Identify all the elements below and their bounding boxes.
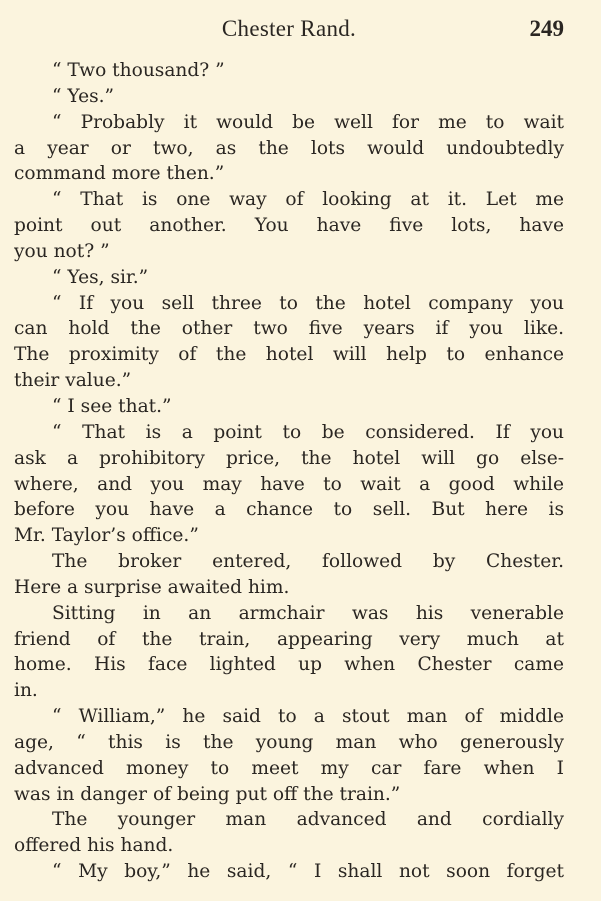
text-line: before you have a chance to sell. But here is	[14, 499, 564, 521]
text-line: “ William,” he said to a stout man of middle	[52, 706, 564, 728]
text-line: home. His face lighted up when Chester came	[14, 654, 564, 676]
text-line: “ Two thousand? ”	[52, 60, 225, 81]
text-line: “ That is one way of looking at it. Let me	[52, 189, 564, 211]
text-line: where, and you may have to wait a good while	[14, 473, 564, 495]
text-line: ask a prohibitory price, the hotel will go else-	[14, 447, 564, 469]
text-line: age, “ this is the young man who generously	[14, 731, 564, 753]
text-line: “ I see that.”	[52, 395, 172, 417]
text-line: friend of the train, appearing very much at	[14, 628, 564, 650]
text-line: offered his hand.	[14, 835, 174, 857]
text-line: a year or two, as the lots would undoubtedly	[14, 137, 564, 159]
text-line: Sitting in an armchair was his venerable	[52, 602, 564, 624]
text-line: can hold the other two five years if you like.	[14, 318, 564, 340]
text-line: point out another. You have five lots, have	[14, 215, 564, 237]
text-line: in.	[14, 680, 38, 702]
text-line: The broker entered, followed by Chester.	[52, 551, 564, 573]
text-line: Here a surprise awaited him.	[14, 576, 290, 598]
text-line: “ Probably it would be well for me to wait	[52, 111, 564, 133]
text-line: advanced money to meet my car fare when I	[14, 757, 564, 779]
text-line: their value.”	[14, 370, 132, 392]
running-title: Chester Rand.	[221, 16, 357, 41]
text-line: was in danger of being put off the train.”	[14, 783, 401, 805]
page-number: 249	[529, 16, 564, 41]
text-line: you not? ”	[14, 240, 110, 262]
text-line: The proximity of the hotel will help to enhance	[14, 344, 564, 366]
text-line: “ That is a point to be considered. If you	[52, 421, 564, 443]
text-line: “ My boy,” he said, “ I shall not soon forget	[52, 861, 564, 883]
text-line: “ If you sell three to the hotel company you	[52, 292, 564, 314]
text-line: Mr. Taylor’s office.”	[14, 525, 199, 547]
body-text	[14, 58, 564, 885]
text-line: “ Yes, sir.”	[52, 266, 149, 288]
text-line: The younger man advanced and cordially	[52, 809, 564, 831]
text-line: “ Yes.”	[52, 85, 115, 107]
text-line: command more then.”	[14, 163, 225, 185]
page-header	[14, 16, 564, 48]
